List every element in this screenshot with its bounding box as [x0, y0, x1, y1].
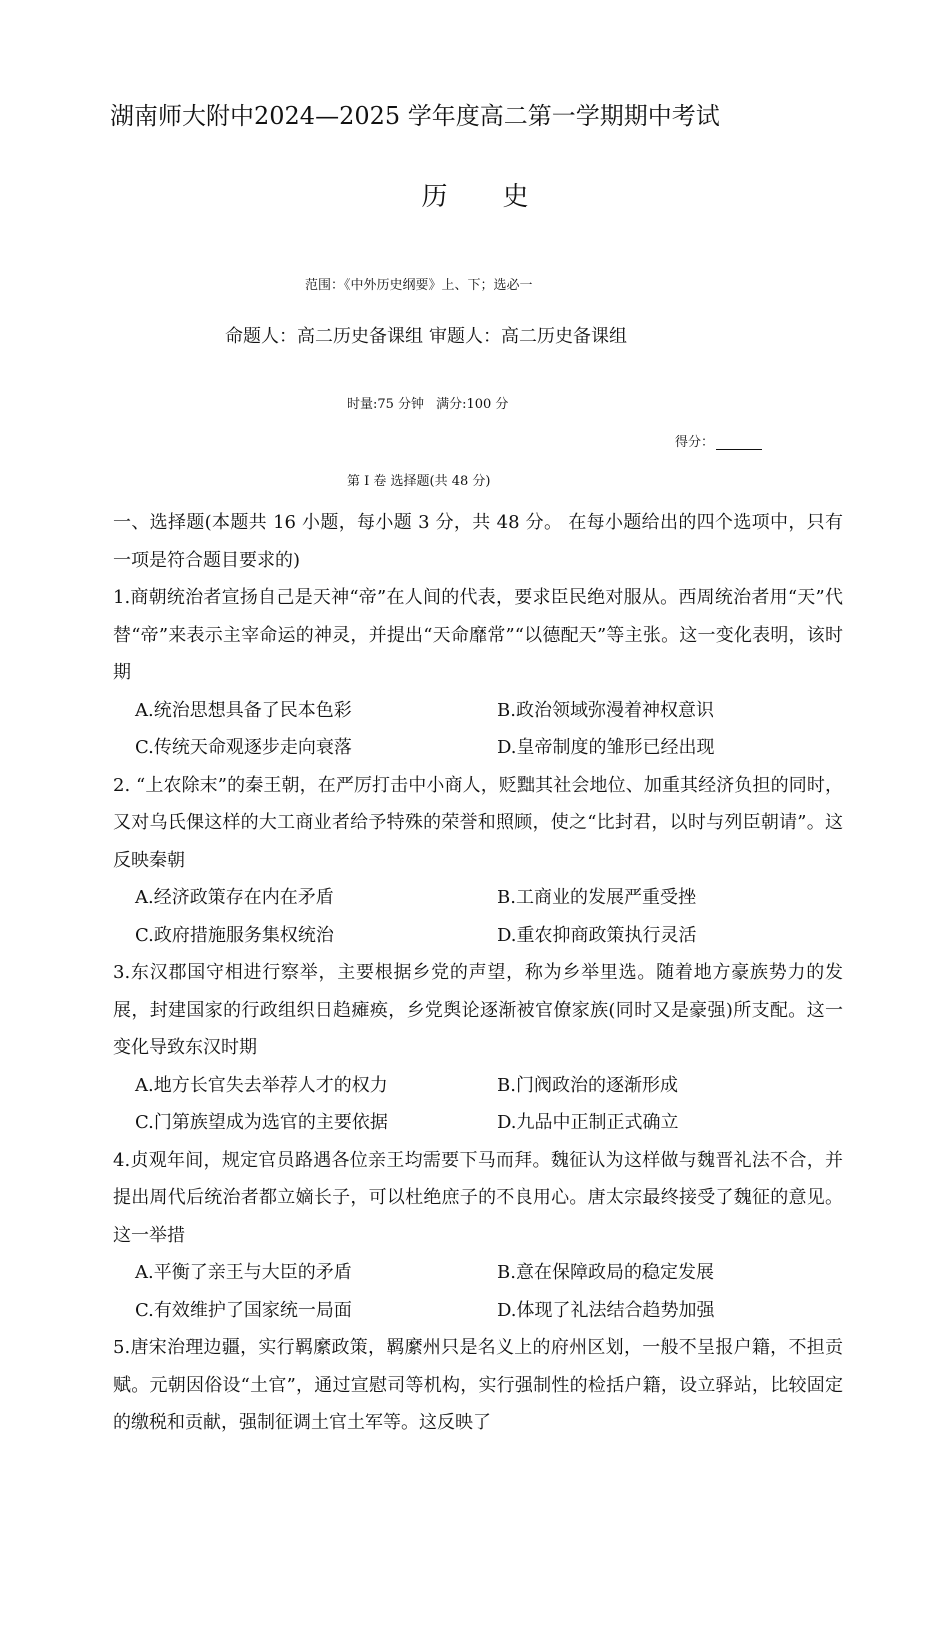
option-row [113, 692, 843, 730]
option-a: A.平衡了亲王与大臣的矛盾 [135, 1262, 352, 1283]
exam-title: 湖南师大附中2024—2025 学年度高二第一学期期中考试 [110, 102, 720, 130]
subject-title [0, 176, 950, 213]
question-stem: 3.东汉郡国守相进行察举，主要根据乡党的声望，称为乡举里选。随着地方豪族势力的发展，封建国家的行政组织日趋瘫痪，乡党舆论逐渐被官僚家族(同时又是豪强)所支配。这一变化导致东汉时期 [113, 962, 843, 1058]
option-row [113, 729, 843, 767]
option-b: B.意在保障政局的稳定发展 [497, 1262, 714, 1283]
option-row [113, 1254, 843, 1292]
score-field [675, 431, 762, 450]
option-c: C.传统天命观逐步走向衰落 [135, 737, 352, 758]
option-row [113, 1292, 843, 1330]
setter-line: 命题人：高二历史备课组 [225, 326, 423, 347]
option-a: A.地方长官失去举荐人才的权力 [135, 1074, 388, 1096]
subject-char: 历 [421, 182, 448, 212]
option-b: B.门阀政治的逐渐形成 [497, 1074, 678, 1096]
question-stem: 4.贞观年间，规定官员路遇各位亲王均需要下马而拜。魏征认为这样做与魏晋礼法不合，并提出周代后统治者都立嫡长子，可以杜绝庶子的不良用心。唐太宗最终接受了魏征的意见。这一举措 [113, 1149, 843, 1246]
reviewer-line: 审题人：高二历史备课组 [429, 326, 627, 347]
option-a: A.经济政策存在内在矛盾 [135, 887, 334, 908]
exam-authors [225, 322, 633, 348]
option-d: D.皇帝制度的雏形已经出现 [497, 737, 715, 758]
option-b: B.政治领域弥漫着神权意识 [497, 699, 714, 721]
option-d: D.体现了礼法结合趋势加强 [497, 1299, 715, 1321]
option-row [113, 1104, 843, 1142]
question-stem: 5.唐宋治理边疆，实行羁縻政策，羁縻州只是名义上的府州区划，一般不呈报户籍，不担贡赋。元朝因俗设“土官”，通过宣慰司等机构，实行强制性的检括户籍，设立驿站，比较固定的缴税和贡献，强制征调土官土军等。这反映了 [113, 1337, 843, 1433]
option-d: D.重农抑商政策执行灵活 [497, 924, 697, 946]
option-b: B.工商业的发展严重受挫 [497, 887, 696, 908]
option-row [113, 879, 843, 917]
section-instruction: 一、选择题(本题共 16 小题，每小题 3 分，共 48 分。 在每小题给出的四个选项中，只有一项是符合题目要求的) [113, 512, 843, 571]
score-blank [716, 437, 762, 450]
question-content [113, 504, 843, 1442]
question-stem: 2. “上农除末”的秦王朝，在严厉打击中小商人，贬黜其社会地位、加重其经济负担的同时，又对乌氏倮这样的大工商业者给予特殊的荣誉和照顾，使之“比封君，以时与列臣朝请”。这反映秦朝 [113, 774, 843, 871]
option-c: C.门第族望成为选官的主要依据 [135, 1112, 388, 1133]
time-and-score-info [347, 393, 520, 412]
exam-duration: 时量:75 分钟 [347, 397, 425, 412]
option-row [113, 917, 843, 955]
option-d: D.九品中正制正式确立 [497, 1112, 679, 1133]
exam-scope: 范围：《中外历史纲要》上、下；选必一 [305, 278, 533, 293]
score-label: 得分： [675, 435, 715, 450]
option-c: C.政府措施服务集权统治 [135, 924, 334, 946]
volume-label: 第 I 卷 选择题(共 48 分) [347, 474, 491, 489]
option-row [113, 1067, 843, 1105]
subject-char: 史 [502, 182, 529, 212]
option-a: A.统治思想具备了民本色彩 [135, 699, 352, 721]
full-score: 满分:100 分 [436, 397, 509, 412]
option-c: C.有效维护了国家统一局面 [135, 1299, 352, 1321]
question-stem: 1.商朝统治者宣扬自己是天神“帝”在人间的代表，要求臣民绝对服从。西周统治者用“天”代替“帝”来表示主宰命运的神灵，并提出“天命靡常”“以德配天”等主张。这一变化表明，该时期 [113, 587, 843, 683]
